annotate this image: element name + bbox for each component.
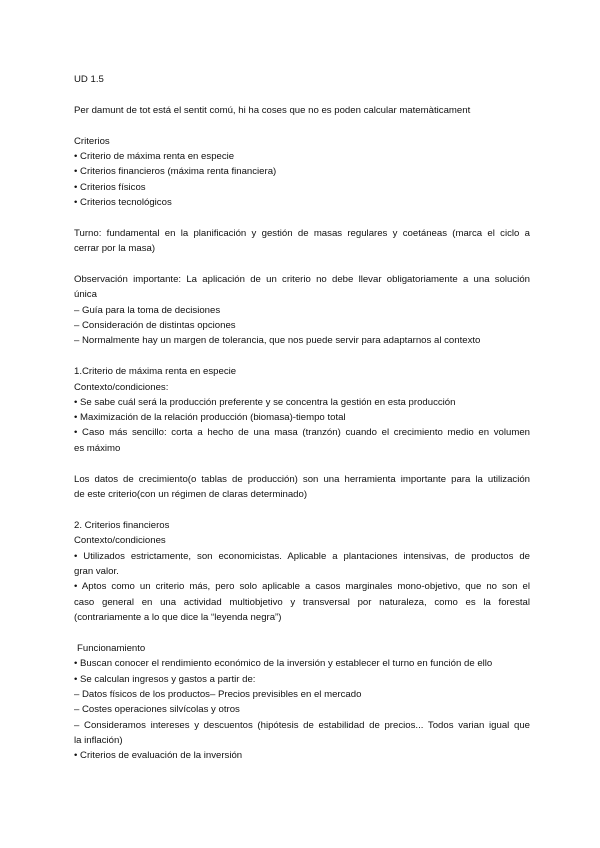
section-1-paragraph-line: Los datos de crecimiento(o tablas de producción) son una herramienta importante para la utilización xyxy=(74,474,530,485)
list-item: • Utilizados estrictamente, son economicistas. Aplicable a plantaciones intensivas, de productos de xyxy=(74,551,530,562)
list-item: – Consideramos intereses y descuentos (hipótesis de estabilidad de precios... Todos varian igual que xyxy=(74,720,530,731)
list-item: • Se calculan ingresos y gastos a partir de: xyxy=(74,674,256,685)
list-item: • Criterios de evaluación de la inversión xyxy=(74,750,243,761)
list-item-continuation: la inflación) xyxy=(74,735,123,746)
observation-paragraph-line: única xyxy=(74,289,97,300)
section-1-title: 1.Criterio de máxima renta en especie xyxy=(74,366,237,377)
list-item-continuation: (contrariamente a lo que dice la “leyenda negra”) xyxy=(74,612,282,623)
intro-paragraph: Per damunt de tot está el sentit comú, hi ha coses que no es poden calcular matemàticament xyxy=(74,105,471,116)
list-item: – Consideración de distintas opciones xyxy=(74,320,236,331)
list-item: – Datos físicos de los productos– Precios previsibles en el mercado xyxy=(74,689,362,700)
document-heading: UD 1.5 xyxy=(74,74,104,85)
observation-paragraph-line: Observación importante: La aplicación de un criterio no debe llevar obligatoriamente a una solución xyxy=(74,274,530,285)
section-1-paragraph-line: de este criterio(con un régimen de claras determinado) xyxy=(74,489,308,500)
list-item: • Criterios financieros (máxima renta financiera) xyxy=(74,166,277,177)
turno-paragraph-line: cerrar por la masa) xyxy=(74,243,156,254)
list-item: • Criterios físicos xyxy=(74,182,146,193)
section-2-context: Contexto/condiciones xyxy=(74,535,166,546)
list-item: • Caso más sencillo: corta a hecho de una masa (tranzón) cuando el crecimiento medio en volumen xyxy=(74,427,530,438)
list-item: – Guía para la toma de decisiones xyxy=(74,305,221,316)
section-1-context: Contexto/condiciones: xyxy=(74,382,169,393)
criteria-title: Criterios xyxy=(74,136,110,147)
funcionamiento-title: Funcionamiento xyxy=(77,643,146,654)
list-item: • Se sabe cuál será la producción preferente y se concentra la gestión en esta producción xyxy=(74,397,456,408)
list-item-continuation: caso general en una actividad multiobjetivo y transversal por naturaleza, como es la forestal xyxy=(74,597,530,608)
list-item: – Costes operaciones silvícolas y otros xyxy=(74,704,240,715)
list-item-continuation: gran valor. xyxy=(74,566,119,577)
list-item: • Maximización de la relación producción (biomasa)-tiempo total xyxy=(74,412,346,423)
list-item: • Buscan conocer el rendimiento económico de la inversión y establecer el turno en función de ello xyxy=(74,658,493,669)
list-item: • Aptos como un criterio más, pero solo aplicable a casos marginales mono-objetivo, que no son el xyxy=(74,581,530,592)
list-item: – Normalmente hay un margen de tolerancia, que nos puede servir para adaptarnos al contexto xyxy=(74,335,481,346)
section-2-title: 2. Criterios financieros xyxy=(74,520,170,531)
turno-paragraph-line: Turno: fundamental en la planificación y gestión de masas regulares y coetáneas (marca el ciclo a xyxy=(74,228,530,239)
list-item: • Criterio de máxima renta en especie xyxy=(74,151,235,162)
list-item-continuation: es máximo xyxy=(74,443,121,454)
list-item: • Criterios tecnológicos xyxy=(74,197,172,208)
